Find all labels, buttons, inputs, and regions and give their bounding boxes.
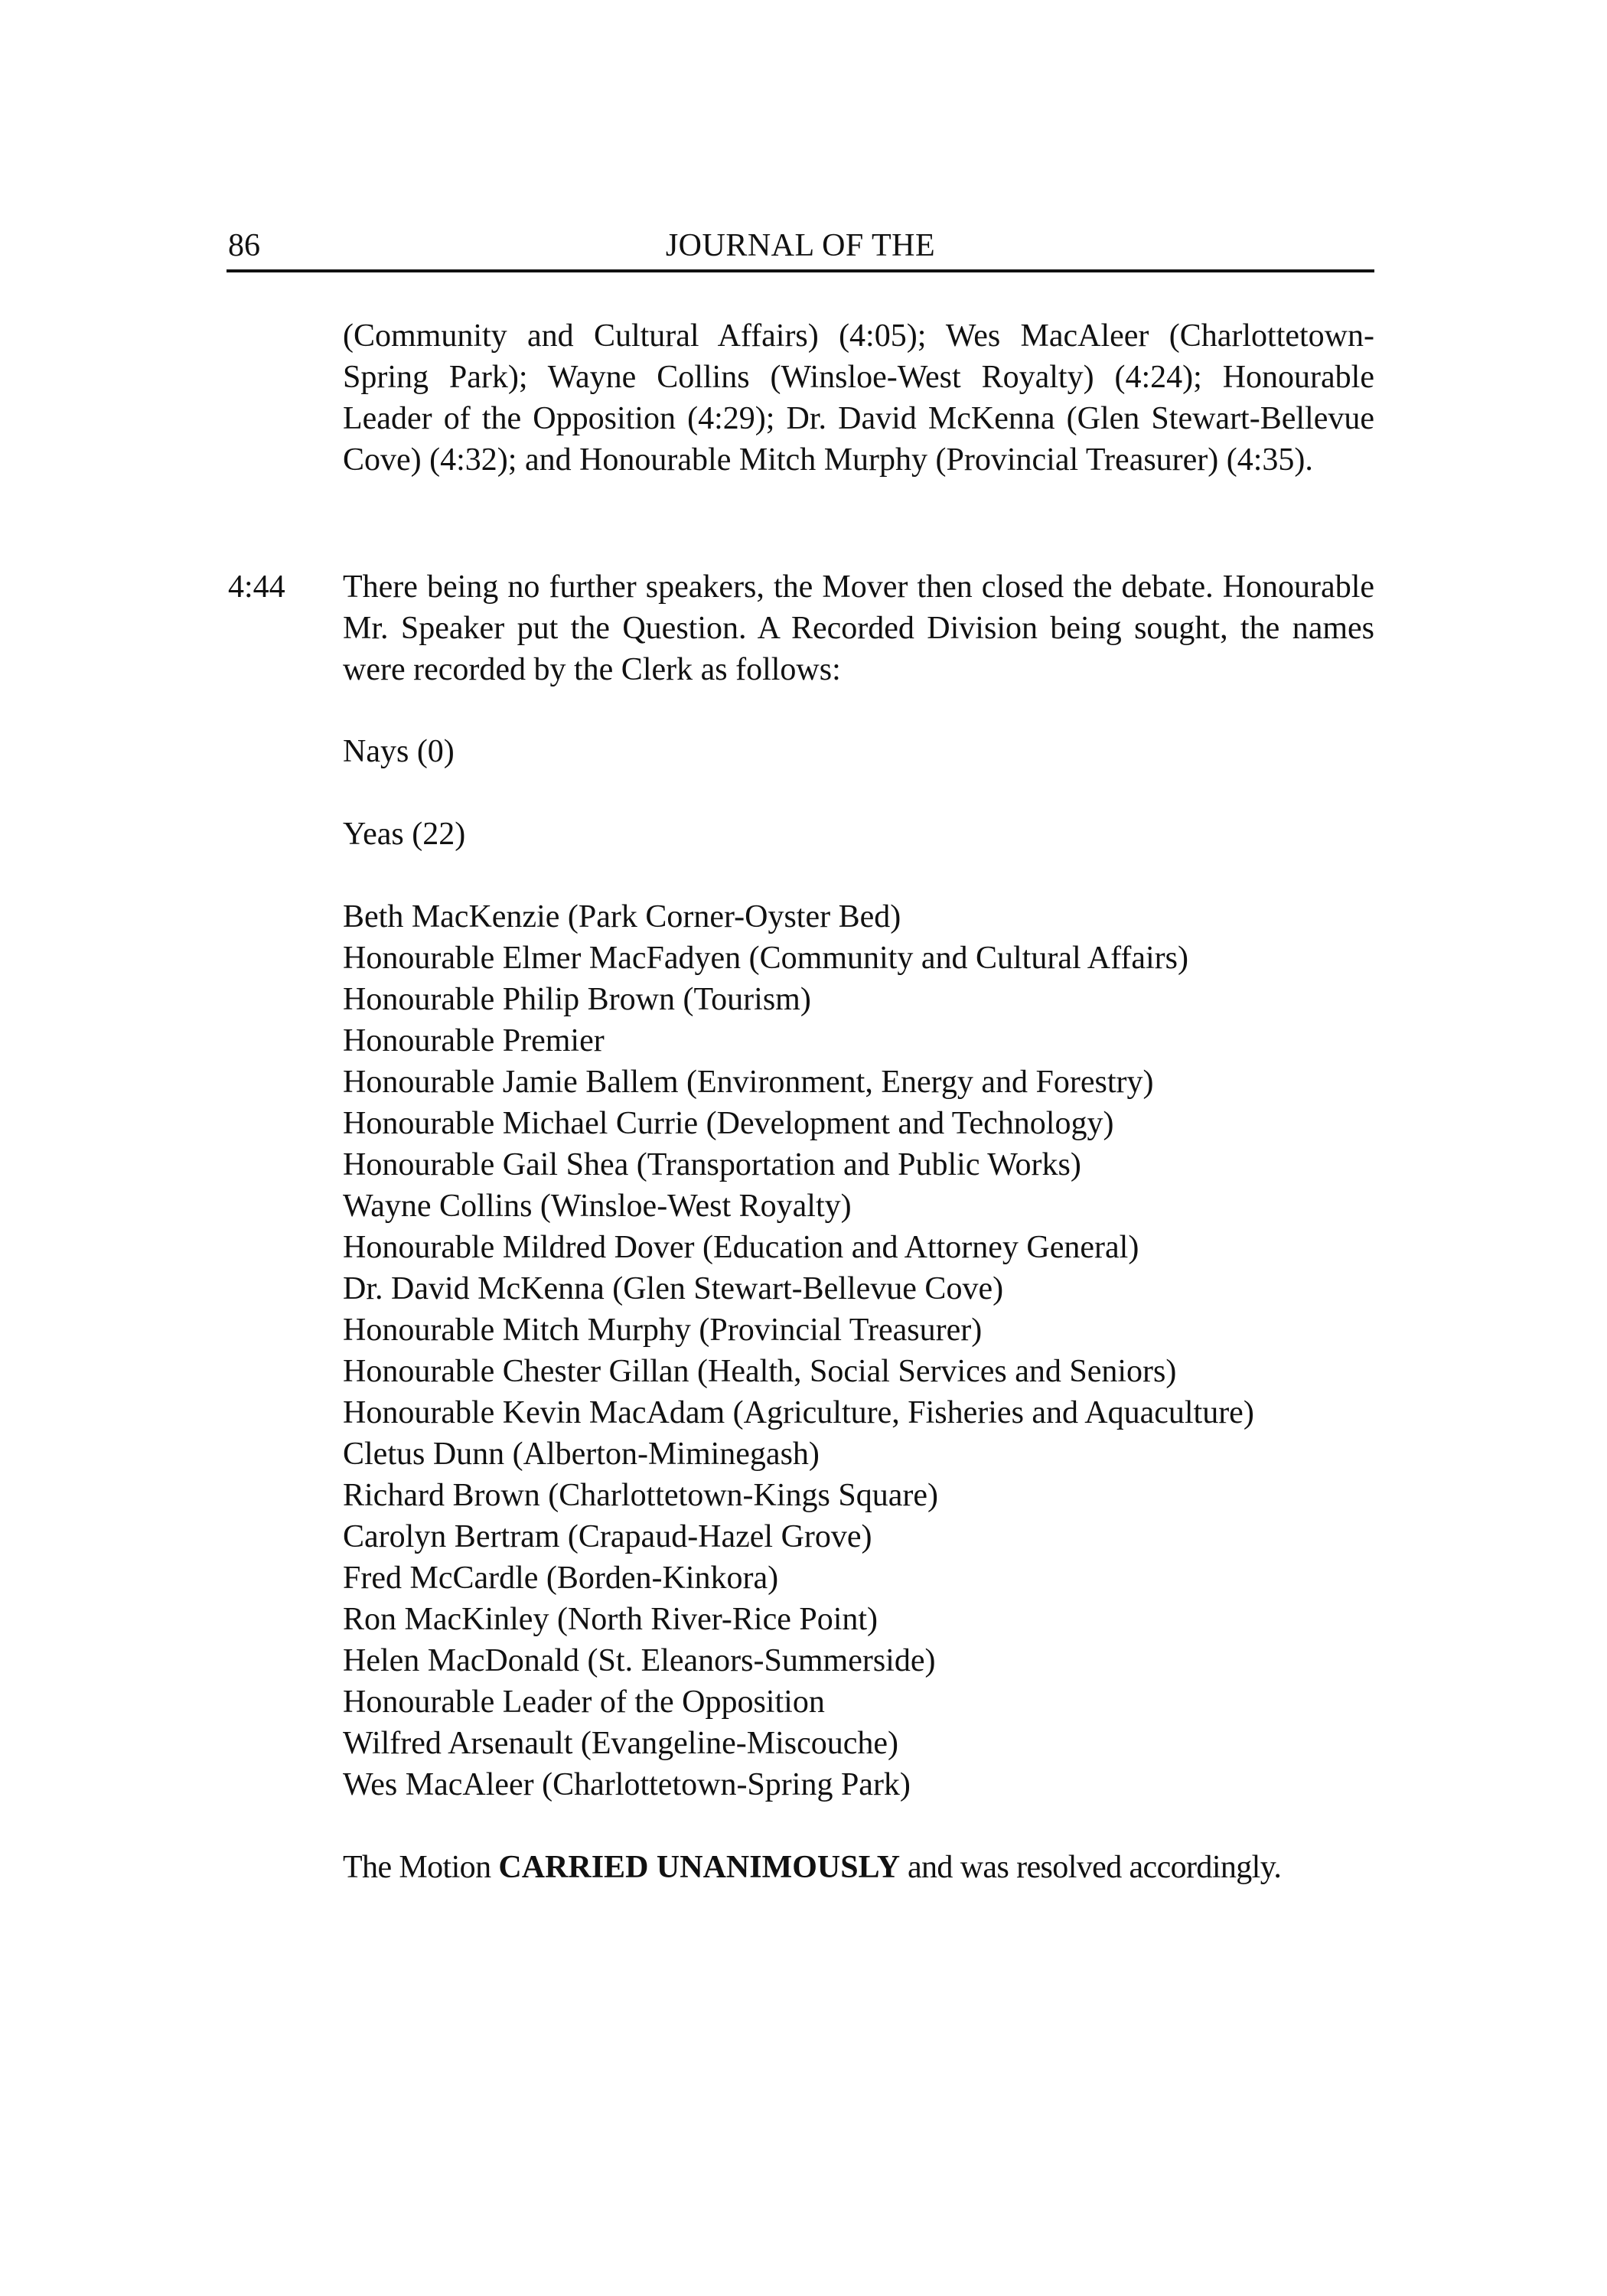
entry-paragraph: There being no further speakers, the Mover then closed the debate. Honourable Mr. Speaker put the Question. A Recorded Division being sought, the names were recorded by the Clerk as follows: <box>343 569 1374 687</box>
continuation-paragraph: (Community and Cultural Affairs) (4:05); Wes MacAleer (Charlottetown-Spring Park); Wayne Collins (Winsloe-West Royalty) (4:24); Honourable Leader of the Opposition (4:29); Dr. David McKenna (Glen Stewart-Bellevue Cove) (4:32); and Honourable Mitch Murphy (Provincial Treasurer) (4:35). <box>343 318 1374 478</box>
page-number: 86 <box>228 228 260 263</box>
member-name: Richard Brown (Charlottetown-Kings Square) <box>343 1478 939 1513</box>
member-name: Dr. David McKenna (Glen Stewart-Bellevue Cove) <box>343 1271 1004 1306</box>
member-name: Honourable Mitch Murphy (Provincial Treasurer) <box>343 1313 983 1348</box>
member-name: Honourable Mildred Dover (Education and Attorney General) <box>343 1230 1139 1265</box>
member-name: Honourable Chester Gillan (Health, Social Services and Seniors) <box>343 1354 1177 1389</box>
member-name: Honourable Elmer MacFadyen (Community and Cultural Affairs) <box>343 941 1188 976</box>
member-name: Carolyn Bertram (Crapaud-Hazel Grove) <box>343 1519 872 1554</box>
member-name: Honourable Kevin MacAdam (Agriculture, Fisheries and Aquaculture) <box>343 1395 1254 1430</box>
yeas-count: Yeas (22) <box>343 817 466 852</box>
member-name: Ron MacKinley (North River-Rice Point) <box>343 1602 878 1637</box>
member-name: Honourable Jamie Ballem (Environment, Energy and Forestry) <box>343 1065 1154 1100</box>
result-prefix: The Motion <box>343 1850 499 1885</box>
member-name: Cletus Dunn (Alberton-Miminegash) <box>343 1437 820 1472</box>
motion-result <box>343 1847 1281 1888</box>
result-suffix: and was resolved accordingly. <box>900 1850 1282 1885</box>
member-name: Wilfred Arsenault (Evangeline-Miscouche) <box>343 1726 899 1761</box>
journal-title: JOURNAL OF THE <box>665 228 936 263</box>
yeas-member-list <box>343 896 1414 1805</box>
member-name: Honourable Philip Brown (Tourism) <box>343 982 811 1017</box>
nays-count: Nays (0) <box>343 734 455 769</box>
member-name: Honourable Michael Currie (Development and Technology) <box>343 1106 1114 1141</box>
member-name: Honourable Leader of the Opposition <box>343 1684 825 1720</box>
member-name: Honourable Gail Shea (Transportation and Public Works) <box>343 1147 1081 1182</box>
member-name: Beth MacKenzie (Park Corner-Oyster Bed) <box>343 899 901 934</box>
member-name: Honourable Premier <box>343 1023 605 1058</box>
running-header <box>227 230 1374 272</box>
member-name: Wes MacAleer (Charlottetown-Spring Park) <box>343 1767 911 1802</box>
entry-time: 4:44 <box>228 569 285 605</box>
member-name: Fred McCardle (Borden-Kinkora) <box>343 1561 779 1596</box>
member-name: Helen MacDonald (St. Eleanors-Summerside) <box>343 1643 936 1678</box>
result-outcome: CARRIED UNANIMOUSLY <box>498 1850 901 1885</box>
member-name: Wayne Collins (Winsloe-West Royalty) <box>343 1189 852 1224</box>
